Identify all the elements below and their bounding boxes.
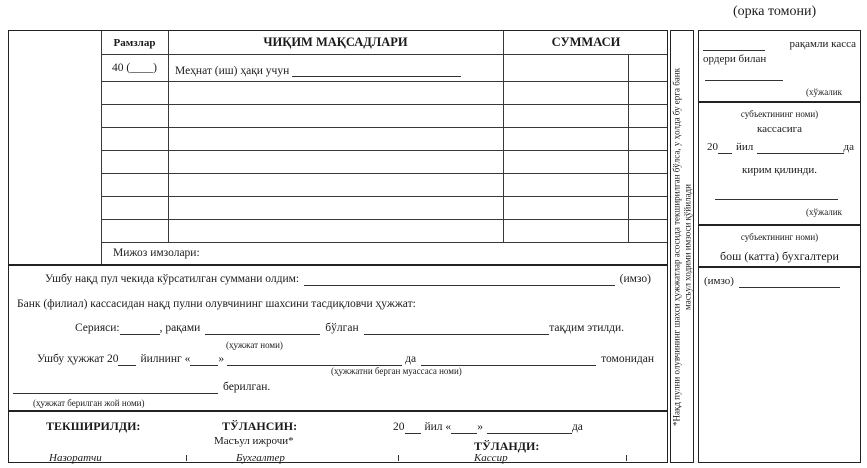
panel-date-line	[707, 140, 854, 154]
panel-date-20: 20	[707, 141, 718, 153]
client-signatures-label: Мижоз имзолари:	[113, 247, 200, 259]
signature-divider-tick	[186, 455, 187, 461]
table-grid-line	[168, 31, 169, 242]
signature-divider-tick	[398, 455, 399, 461]
controller-label: Назоратчи	[49, 452, 102, 464]
da-label: да	[405, 353, 417, 365]
blank-field	[705, 67, 783, 81]
number-label: , рақами	[159, 322, 201, 334]
paid-label: ТЎЛАНДИ:	[474, 439, 540, 453]
entity-caption-2b: субъектининг номи)	[740, 232, 819, 242]
chief-accountant-label: бош (катта) бухгалтери	[720, 249, 839, 263]
table-grid-line	[101, 81, 667, 82]
payment-date-line	[393, 420, 583, 434]
column-header-ramzlar: Рамзлар	[113, 36, 156, 49]
series-number-line	[75, 321, 624, 335]
date-yil: йил «	[424, 421, 452, 433]
signature-caption: (имзо)	[619, 273, 651, 285]
table-grid-line	[101, 127, 667, 128]
document-issue-line	[37, 352, 654, 366]
series-label: Серияси:	[75, 322, 120, 334]
receipt-confirmation-section	[9, 264, 667, 410]
column-header-summasi: СУММАСИ	[551, 35, 621, 49]
entity-caption-1b: субъектининг номи)	[740, 109, 819, 119]
blank-field	[487, 420, 572, 434]
presented-label: тақдим этилди.	[549, 322, 624, 334]
date-quote-close: »	[477, 421, 483, 433]
date-da: да	[571, 421, 583, 433]
panel-date-da: да	[843, 141, 854, 153]
order-with-label	[703, 53, 766, 66]
imzo-label: (имзо)	[704, 275, 734, 287]
column-header-chiqim: ЧИҚИМ МАҚСАДЛАРИ	[263, 35, 408, 49]
identity-document-text: Банк (филиал) кассасидан нақд пулни олувчининг шахсини тасдиқловчи ҳужжат:	[17, 298, 416, 310]
blank-field	[292, 63, 461, 77]
blank-field	[421, 352, 596, 366]
blank-field	[364, 321, 550, 335]
row1-purpose-text: Меҳнат (иш) ҳақи учун	[175, 65, 290, 77]
vertical-note-text	[672, 35, 693, 459]
quote-close: »	[218, 353, 225, 365]
blank-field	[718, 140, 732, 154]
accountant-label: Бухгалтер	[236, 452, 285, 464]
place-caption: (ҳужжат берилган жой номи)	[33, 398, 145, 408]
table-grid-line	[101, 196, 667, 197]
blank-field	[405, 420, 421, 434]
blank-field	[715, 186, 838, 200]
cash-order-panel	[698, 30, 861, 463]
year-label: йилнинг «	[140, 353, 191, 365]
received-sum-text: Ушбу нақд пул чекида кўрсатилган суммани олдим:	[45, 273, 300, 285]
responsible-executor-label: Масъул ижрочи*	[214, 435, 294, 447]
blank-field	[120, 321, 160, 335]
table-grid-line	[503, 31, 504, 242]
back-side-note: (орка томони)	[733, 4, 817, 19]
table-grid-line	[101, 150, 667, 151]
tomonidan-label: томонидан	[601, 353, 655, 365]
issued-label: берилган.	[223, 381, 271, 393]
table-grid-line	[628, 54, 629, 242]
blank-field	[118, 352, 136, 366]
document-issue-start: Ушбу ҳужжат 20	[37, 353, 119, 365]
bolgan-label: бўлган	[325, 322, 359, 334]
blank-field	[190, 352, 218, 366]
blank-field	[703, 37, 765, 51]
blank-field	[739, 274, 840, 288]
table-grid-line	[101, 104, 667, 105]
document-name-caption: (ҳужжат номи)	[226, 340, 283, 350]
blank-field	[227, 352, 402, 366]
approval-section	[9, 410, 667, 464]
received-sum-line	[45, 272, 651, 286]
blank-field	[451, 420, 477, 434]
blank-field	[304, 272, 615, 286]
row1-purpose-cell	[175, 54, 461, 81]
accountant-signature-line	[704, 274, 840, 288]
issuer-caption: (ҳужжатни берган муассаса номи)	[331, 366, 462, 376]
issued-line	[13, 380, 270, 394]
identity-document-line	[17, 297, 416, 311]
order-number-label: рақамли касса	[789, 38, 856, 50]
blank-field	[757, 140, 843, 154]
entity-caption-1a: (хўжалик	[806, 87, 842, 97]
to-cashdesk-label: кассасига	[756, 123, 802, 135]
entity-caption-2a: (хўжалик	[806, 207, 842, 217]
blank-field	[13, 380, 218, 394]
date-20: 20	[393, 421, 405, 433]
received-into-cash-label: кирим қилинди.	[741, 164, 818, 176]
order-number-line	[703, 37, 856, 51]
signature-divider-tick	[626, 455, 627, 461]
vertical-note-strip	[670, 30, 694, 463]
cashier-label: Кассир	[474, 452, 508, 464]
order-with-text: ордери билан	[703, 53, 767, 65]
panel-divider	[699, 101, 860, 103]
main-form-area	[8, 30, 668, 463]
row1-code-cell: 40 (____)	[111, 61, 158, 74]
to-be-paid-label: ТЎЛАНСИН:	[222, 419, 298, 433]
table-grid-line	[101, 219, 667, 220]
vertical-note-line1: *Нақд пулни олувчининг шахси ҳужжатлар асосида текширилган бўлса, у ҳолда бу ерга банк	[671, 67, 682, 426]
table-grid-line	[101, 173, 667, 174]
panel-date-yil: йил	[736, 141, 754, 153]
vertical-note-line2: масъул ходими имзоси қўйилади	[682, 183, 692, 310]
blank-field	[205, 321, 320, 335]
checked-label: ТЕКШИРИЛДИ:	[46, 419, 141, 433]
panel-divider	[699, 266, 860, 268]
panel-divider	[699, 224, 860, 226]
expense-table	[9, 31, 667, 264]
